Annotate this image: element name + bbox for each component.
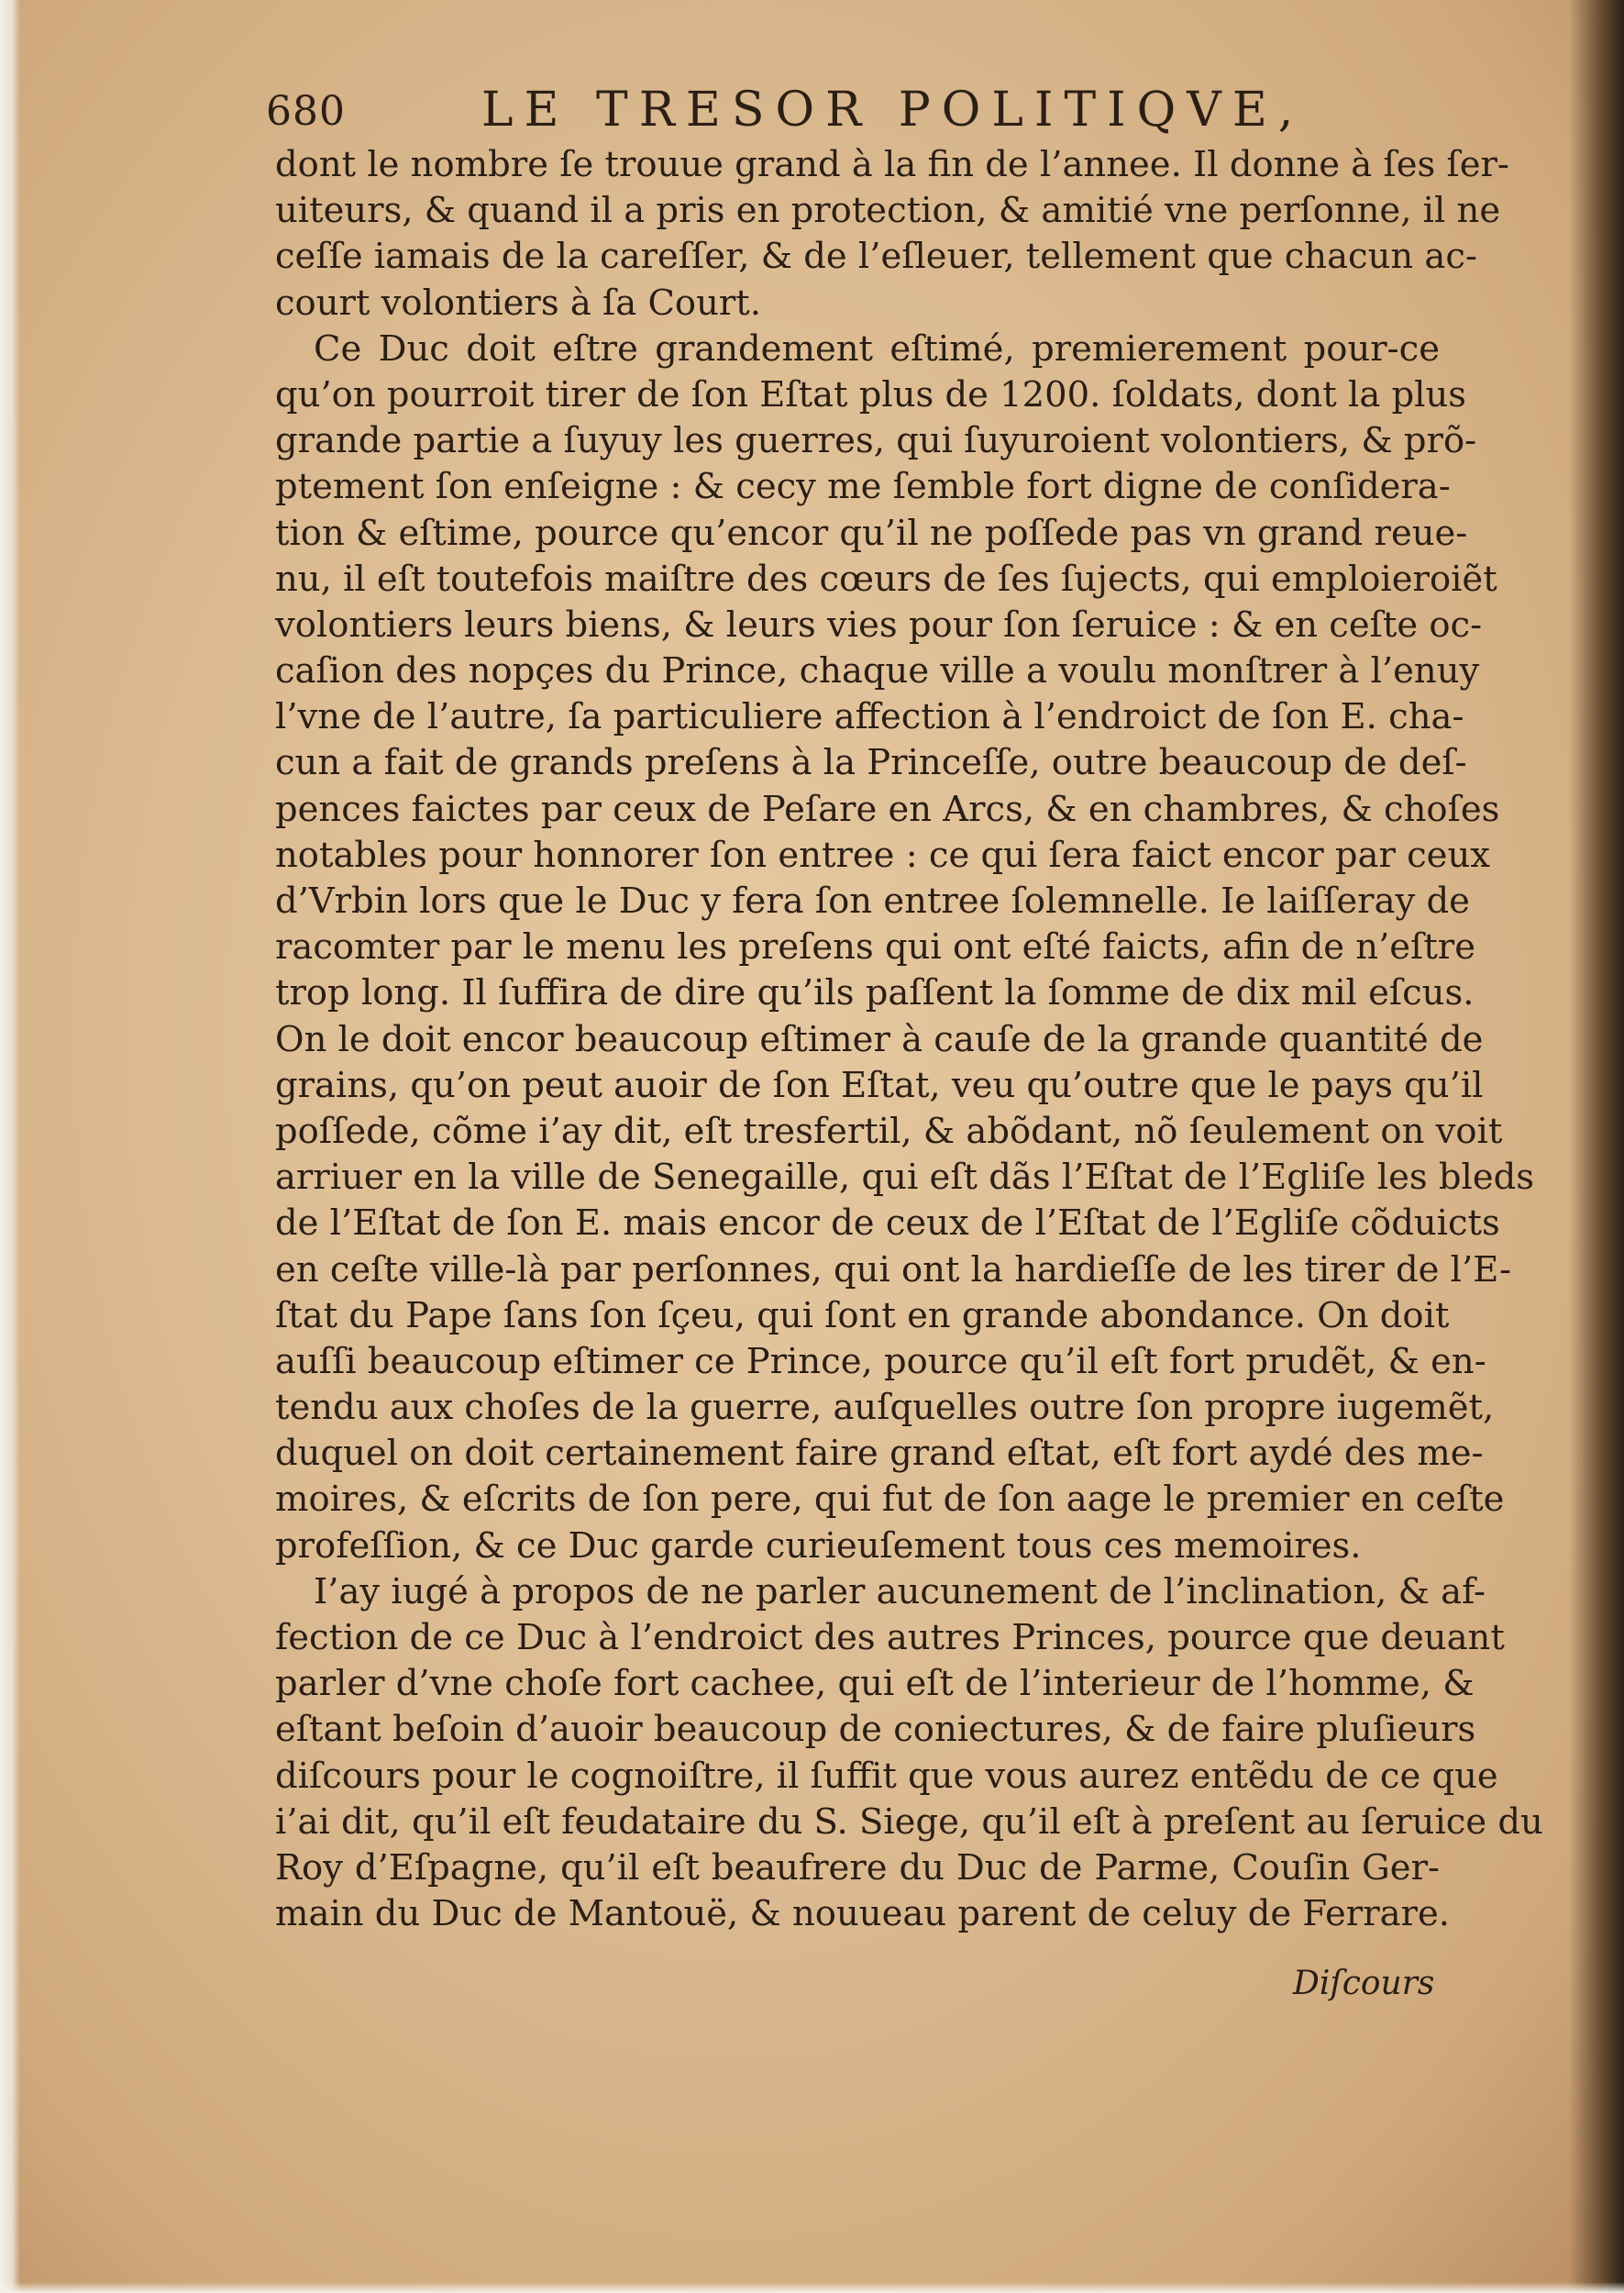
text-line: fection de ce Duc à l’endroict des autres Princes, pource que deuant: [275, 1617, 1505, 1658]
text-line: main du Duc de Mantouë, & nouueau parent de celuy de Ferrare.: [275, 1893, 1450, 1935]
text-block: [275, 142, 1543, 1937]
text-line: trop long. Il ſuffira de dire qu’ils paſſent la ſomme de dix mil eſcus.: [275, 972, 1475, 1014]
page-gutter-shadow: [1569, 0, 1624, 2293]
running-title: LE TRESOR POLITIQVE,: [481, 83, 1305, 138]
text-line: notables pour honnorer ſon entree : ce qui ſera faict encor par ceux: [275, 834, 1490, 876]
text-line: moires, & eſcrits de ſon pere, qui fut de ſon aage le premier en ceſte: [275, 1479, 1505, 1521]
text-line: grains, qu’on peut auoir de ſon Eſtat, veu qu’outre que le pays qu’il: [275, 1064, 1484, 1106]
text-line: qu’on pourroit tirer de ſon Eſtat plus de 1200. ſoldats, dont la plus: [275, 373, 1467, 415]
text-line: uiteurs, & quand il a pris en protection, & amitié vne perſonne, il ne: [275, 190, 1501, 232]
text-line: grande partie a ſuyuy les guerres, qui ſuyuroient volontiers, & prõ-: [275, 420, 1477, 462]
text-line: On le doit encor beaucoup eſtimer à cauſe de la grande quantité de: [275, 1018, 1484, 1060]
text-line: dont le nombre ſe trouue grand à la fin de l’annee. Il donne à ſes ſer-: [275, 144, 1509, 185]
text-line: tion & eſtime, pource qu’encor qu’il ne poſſede pas vn grand reue-: [275, 512, 1468, 554]
text-line: caſion des nopçes du Prince, chaque ville a voulu monſtrer à l’enuy: [275, 650, 1480, 692]
page-header: [266, 83, 1458, 138]
text-line: en ceſte ville-là par perſonnes, qui ont la hardieſſe de les tirer de l’E-: [275, 1248, 1512, 1291]
text-line: de l’Eſtat de ſon E. mais encor de ceux de l’Eſtat de l’Egliſe cõduicts: [275, 1202, 1500, 1245]
text-line: racomter par le menu les preſens qui ont eſté faicts, afin de n’eſtre: [275, 926, 1475, 969]
text-line: nu, il eſt toutefois maiſtre des cœurs de ſes ſujects, qui emploieroiẽt: [275, 558, 1497, 600]
text-line: volontiers leurs biens, & leurs vies pour ſon ſeruice : & en ceſte oc-: [275, 604, 1483, 646]
text-line: eſtant beſoin d’auoir beaucoup de coniectures, & de faire pluſieurs: [275, 1709, 1476, 1751]
catchword: Diſcours: [1293, 1965, 1435, 2002]
text-line: ſtat du Pape ſans ſon ſçeu, qui ſont en grande abondance. On doit: [275, 1294, 1450, 1336]
text-line: court volontiers à ſa Court.: [275, 282, 762, 324]
text-line: pences faictes par ceux de Peſare en Arcs, & en chambres, & choſes: [275, 788, 1500, 830]
page-left-margin-edge: [0, 0, 20, 2293]
page-number: 680: [266, 88, 346, 135]
paragraph-start-line: I’ay iugé à propos de ne parler aucunement de l’inclination, & af-: [314, 1570, 1486, 1612]
text-line: diſcours pour le cognoiſtre, il ſuffit que vous aurez entẽdu de ce que: [275, 1755, 1498, 1797]
text-line: ptement ſon enſeigne : & cecy me ſemble fort digne de conſidera-: [275, 466, 1451, 508]
text-line: duquel on doit certainement faire grand eſtat, eſt fort aydé des me-: [275, 1433, 1484, 1475]
text-line: i’ai dit, qu’il eſt feudataire du S. Siege, qu’il eſt à preſent au ſeruice du: [275, 1800, 1543, 1843]
text-line: poſſede, cõme i’ay dit, eſt tresfertil, & abõdant, nõ ſeulement on voit: [275, 1110, 1503, 1152]
text-line: tendu aux choſes de la guerre, auſquelles outre ſon propre iugemẽt,: [275, 1387, 1495, 1429]
paragraph-start-line: Ce Duc doit eſtre grandement eſtimé, premierement pour-ce: [314, 327, 1440, 370]
text-line: Roy d’Eſpagne, qu’il eſt beaufrere du Duc de Parme, Couſin Ger-: [275, 1846, 1440, 1889]
text-line: parler d’vne choſe fort cachee, qui eſt de l’interieur de l’homme, &: [275, 1663, 1475, 1705]
text-line: auſſi beaucoup eſtimer ce Prince, pource qu’il eſt fort prudẽt, & en-: [275, 1340, 1486, 1382]
page-bottom-edge: [0, 2282, 1624, 2293]
text-line: profeſſion, & ce Duc garde curieuſement tous ces memoires.: [275, 1524, 1362, 1567]
text-line: arriuer en la ville de Senegaille, qui eſt dãs l’Eſtat de l’Egliſe les bleds: [275, 1157, 1535, 1199]
text-line: l’vne de l’autre, ſa particuliere affection à l’endroict de ſon E. cha-: [275, 696, 1464, 738]
text-line: cun a fait de grands preſens à la Princeſſe, outre beaucoup de deſ-: [275, 742, 1467, 784]
text-line: ceſſe iamais de la careſſer, & de l’eſleuer, tellement que chacun ac-: [275, 236, 1477, 278]
text-line: d’Vrbin lors que le Duc y fera ſon entree ſolemnelle. Ie laiſſeray de: [275, 881, 1470, 922]
